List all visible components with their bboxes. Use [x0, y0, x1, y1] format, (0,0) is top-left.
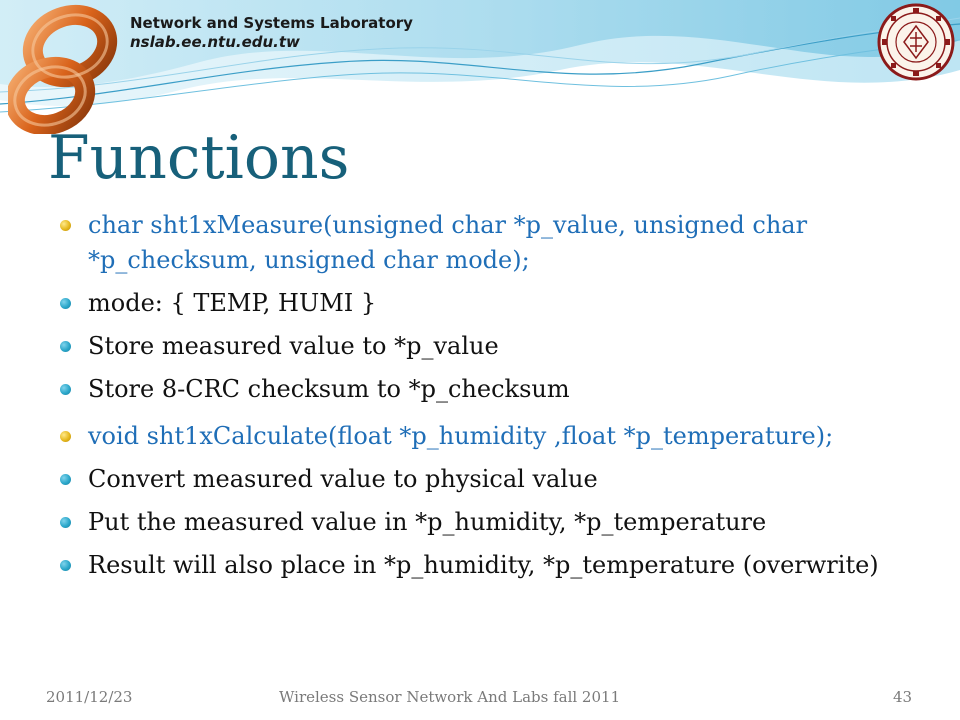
footer-course-title: Wireless Sensor Network And Labs fall 2011 — [279, 688, 621, 706]
footer-date: 2011/12/23 — [46, 688, 133, 706]
footer-page-number: 43 — [893, 688, 913, 706]
bullet-item — [60, 462, 920, 497]
bullet-text: Store 8-CRC checksum to *p_checksum — [88, 375, 570, 403]
bullet-text: void sht1xCalculate(float *p_humidity ,float *p_temperature); — [88, 422, 834, 450]
bullet-text: Put the measured value in *p_humidity, *p_temperature — [88, 508, 767, 536]
bullet-item — [60, 329, 920, 364]
lab-name: Network and Systems Laboratory — [130, 14, 413, 32]
bullet-text: char sht1xMeasure(unsigned char *p_value, unsigned char *p_checksum, unsigned char mode); — [88, 211, 808, 274]
bullet-dot-icon — [60, 517, 71, 528]
bullet-item — [60, 505, 920, 540]
bullet-dot-icon — [60, 384, 71, 395]
slide-title: Functions — [48, 123, 350, 193]
bullet-item — [60, 419, 920, 454]
bullet-dot-icon — [60, 474, 71, 485]
bullet-item — [60, 286, 920, 321]
bullet-text: Result will also place in *p_humidity, *p_temperature (overwrite) — [88, 551, 879, 579]
bullet-dot-icon — [60, 298, 71, 309]
bullet-item — [60, 548, 920, 583]
bullet-dot-icon — [60, 431, 71, 442]
lab-url: nslab.ee.ntu.edu.tw — [130, 33, 300, 51]
bullet-dot-icon — [60, 220, 71, 231]
bullet-dot-icon — [60, 341, 71, 352]
infinity-8-logo-icon — [8, 4, 126, 134]
bullet-list — [60, 208, 920, 591]
bullet-dot-icon — [60, 560, 71, 571]
bullet-text: Store measured value to *p_value — [88, 332, 499, 360]
bullet-item — [60, 372, 920, 407]
bullet-text: mode: { TEMP, HUMI } — [88, 289, 377, 317]
university-seal-icon — [876, 2, 956, 82]
bullet-item — [60, 208, 920, 278]
bullet-text: Convert measured value to physical value — [88, 465, 598, 493]
